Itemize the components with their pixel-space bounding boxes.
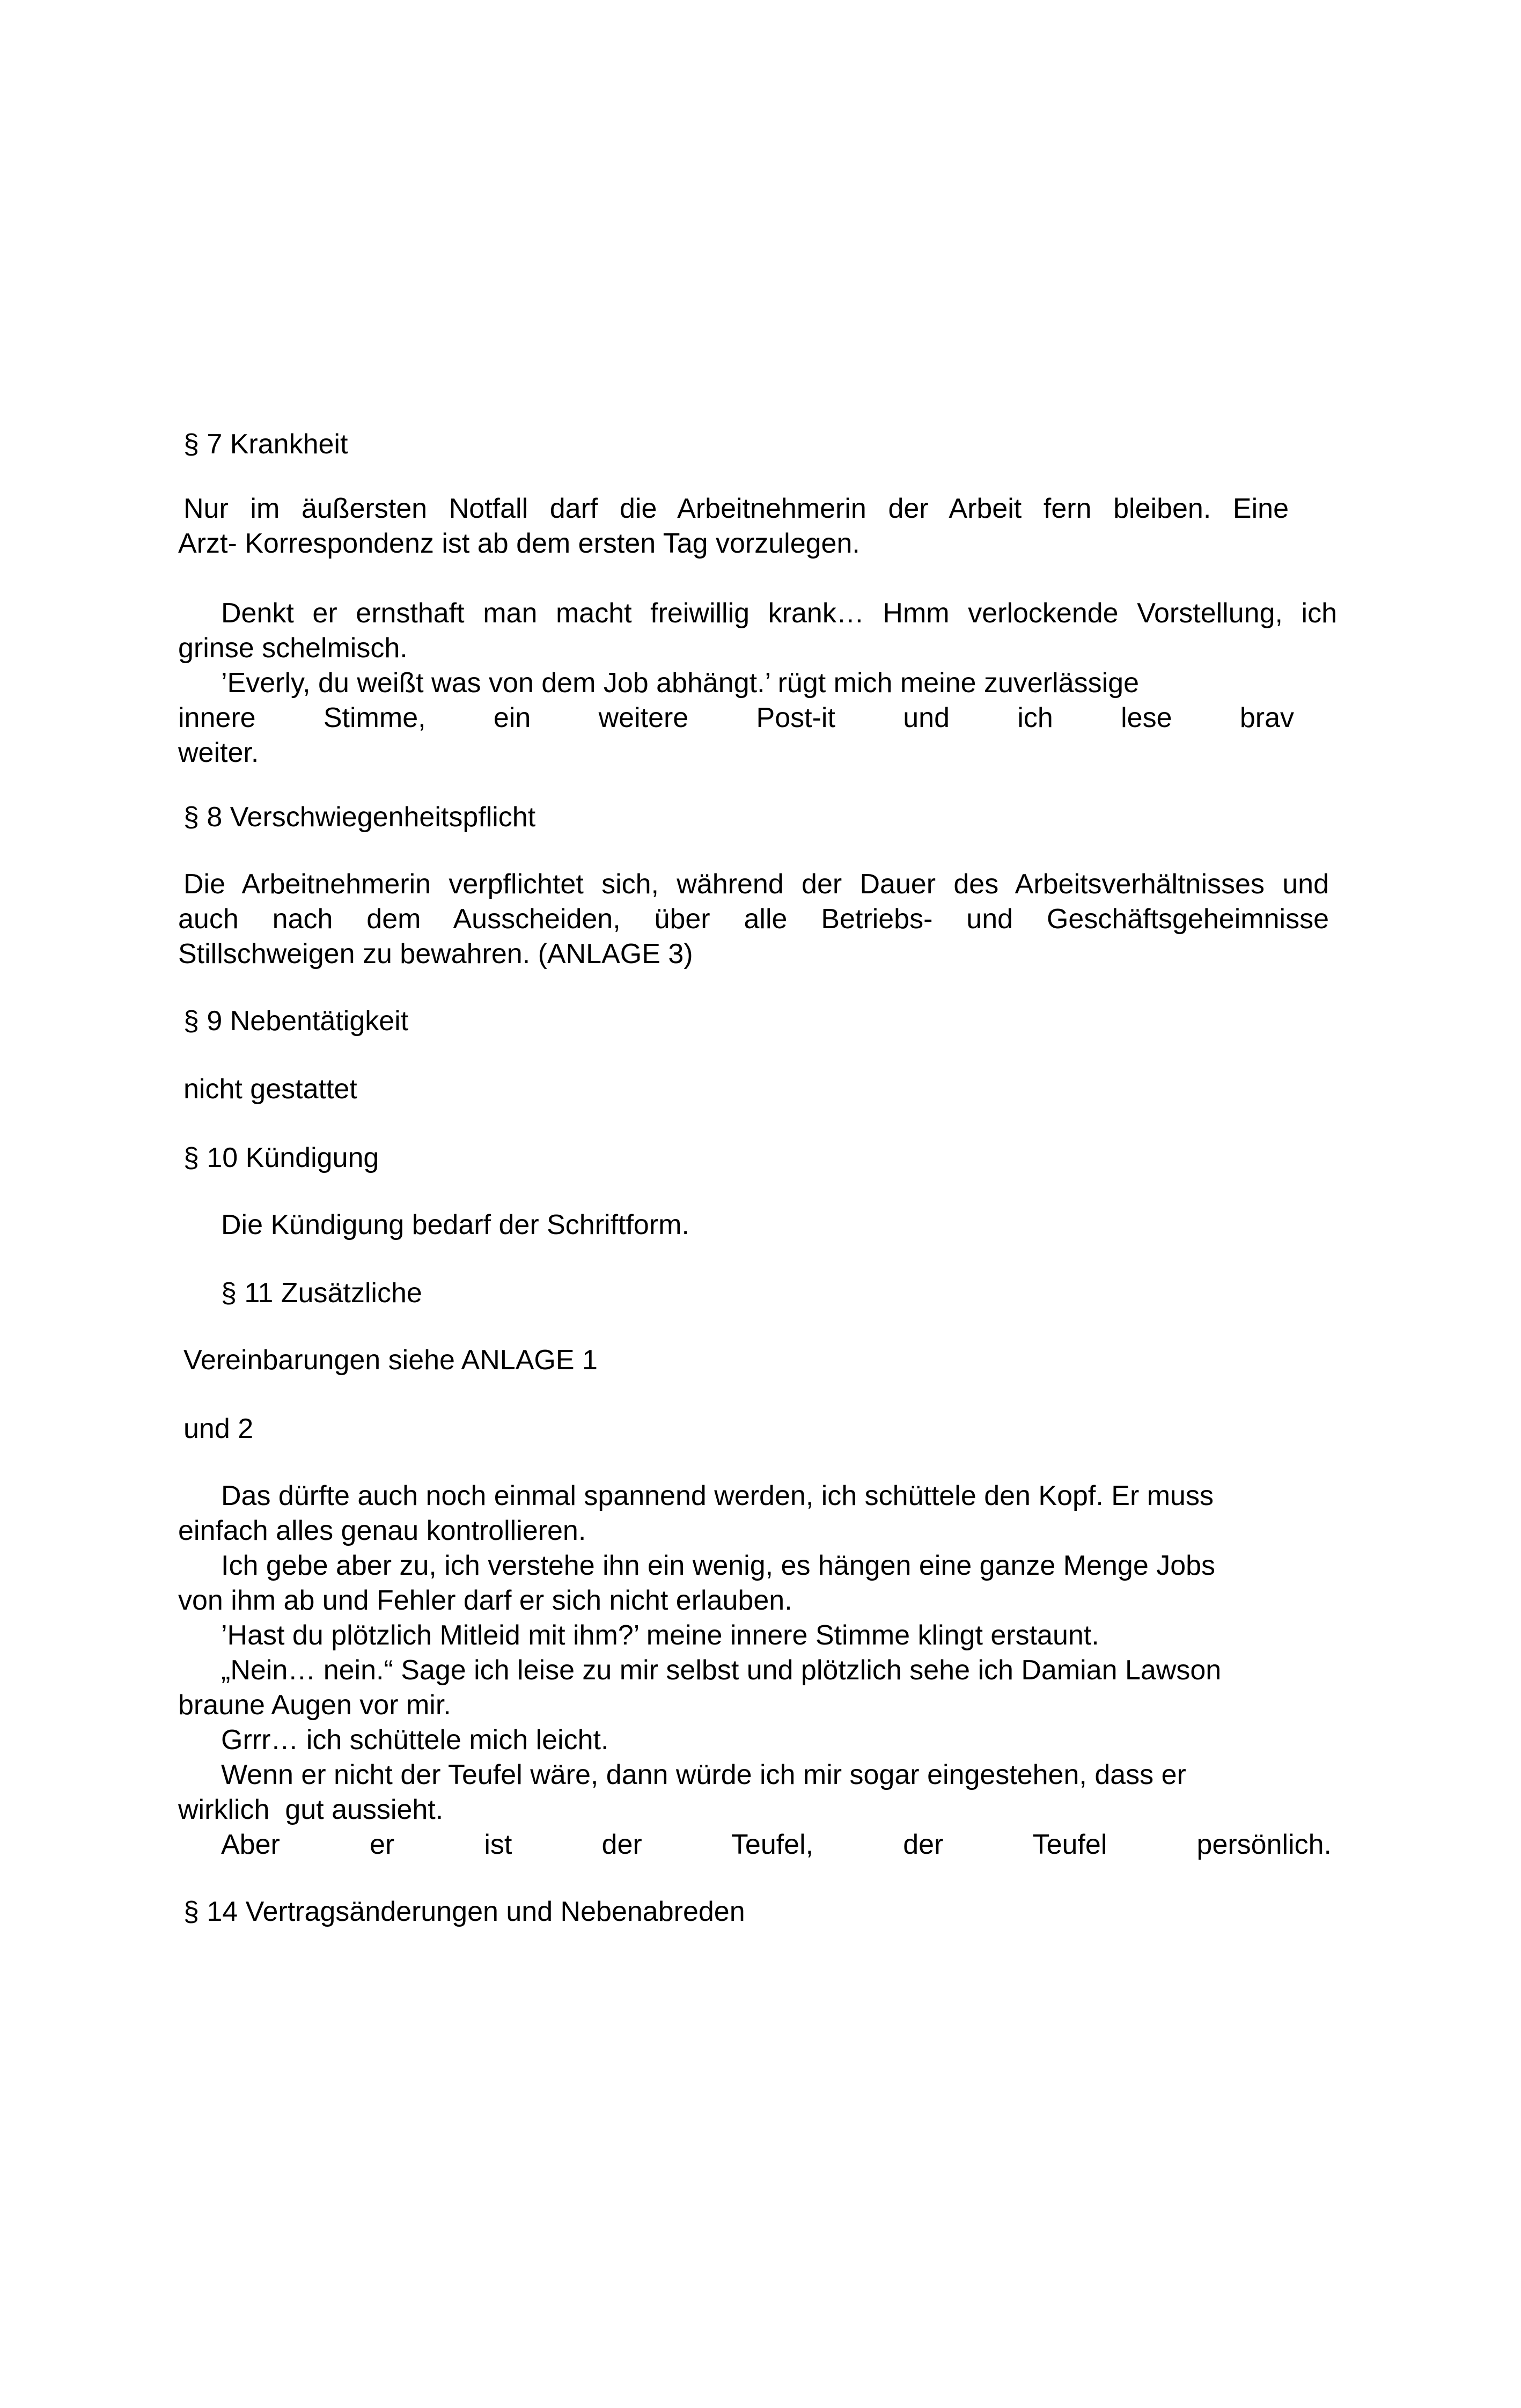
section-8-line: Die Arbeitnehmerin verpflichtet sich, während der Dauer des Arbeitsverhältnisses und <box>183 869 1329 900</box>
narrative-line: von ihm ab und Fehler darf er sich nicht erlauben. <box>178 1585 792 1616</box>
narrative-line: braune Augen vor mir. <box>178 1690 451 1721</box>
narrative-line: Denkt er ernsthaft man macht freiwillig krank… Hmm verlockende Vorstellung, ich <box>221 598 1337 629</box>
narrative-line: Ich gebe aber zu, ich verstehe ihn ein wenig, es hängen eine ganze Menge Jobs <box>221 1550 1216 1581</box>
narrative-line: „Nein… nein.“ Sage ich leise zu mir selbst und plötzlich sehe ich Damian Lawson <box>221 1655 1222 1686</box>
section-9-body: nicht gestattet <box>183 1074 357 1105</box>
section-heading-14: § 14 Vertragsänderungen und Nebenabreden <box>183 1896 745 1927</box>
section-8-line: Stillschweigen zu bewahren. (ANLAGE 3) <box>178 938 693 970</box>
narrative-line: Aber er ist der Teufel, der Teufel persönlich. <box>221 1829 1332 1860</box>
section-8-line: auch nach dem Ausscheiden, über alle Betriebs- und Geschäftsgeheimnisse <box>178 904 1329 935</box>
narrative-line: innere Stimme, ein weitere Post-it und ich lese brav <box>178 702 1294 733</box>
section-7-line: Arzt- Korrespondenz ist ab dem ersten Tag vorzulegen. <box>178 528 860 559</box>
narrative-line: ’Hast du plötzlich Mitleid mit ihm?’ meine innere Stimme klingt erstaunt. <box>221 1620 1099 1651</box>
section-11-line: Vereinbarungen siehe ANLAGE 1 <box>183 1345 598 1376</box>
narrative-line: weiter. <box>178 737 259 768</box>
section-11-line: und 2 <box>183 1413 254 1444</box>
narrative-line: Wenn er nicht der Teufel wäre, dann würde ich mir sogar eingestehen, dass er <box>221 1759 1186 1790</box>
section-heading-7: § 7 Krankheit <box>183 429 348 460</box>
narrative-line: grinse schelmisch. <box>178 633 408 664</box>
narrative-line: wirklich gut aussieht. <box>178 1794 444 1825</box>
narrative-line: einfach alles genau kontrollieren. <box>178 1515 586 1546</box>
section-heading-8: § 8 Verschwiegenheitspflicht <box>183 802 536 833</box>
section-heading-11: § 11 Zusätzliche <box>221 1278 422 1309</box>
section-10-body: Die Kündigung bedarf der Schriftform. <box>221 1209 689 1240</box>
narrative-line: ’Everly, du weißt was von dem Job abhängt.’ rügt mich meine zuverlässige <box>221 667 1139 699</box>
section-heading-9: § 9 Nebentätigkeit <box>183 1005 409 1037</box>
narrative-line: Das dürfte auch noch einmal spannend werden, ich schüttele den Kopf. Er muss <box>221 1480 1214 1511</box>
section-heading-10: § 10 Kündigung <box>183 1142 379 1173</box>
narrative-line: Grrr… ich schüttele mich leicht. <box>221 1724 609 1756</box>
section-7-line: Nur im äußersten Notfall darf die Arbeitnehmerin der Arbeit fern bleiben. Eine <box>183 493 1289 524</box>
